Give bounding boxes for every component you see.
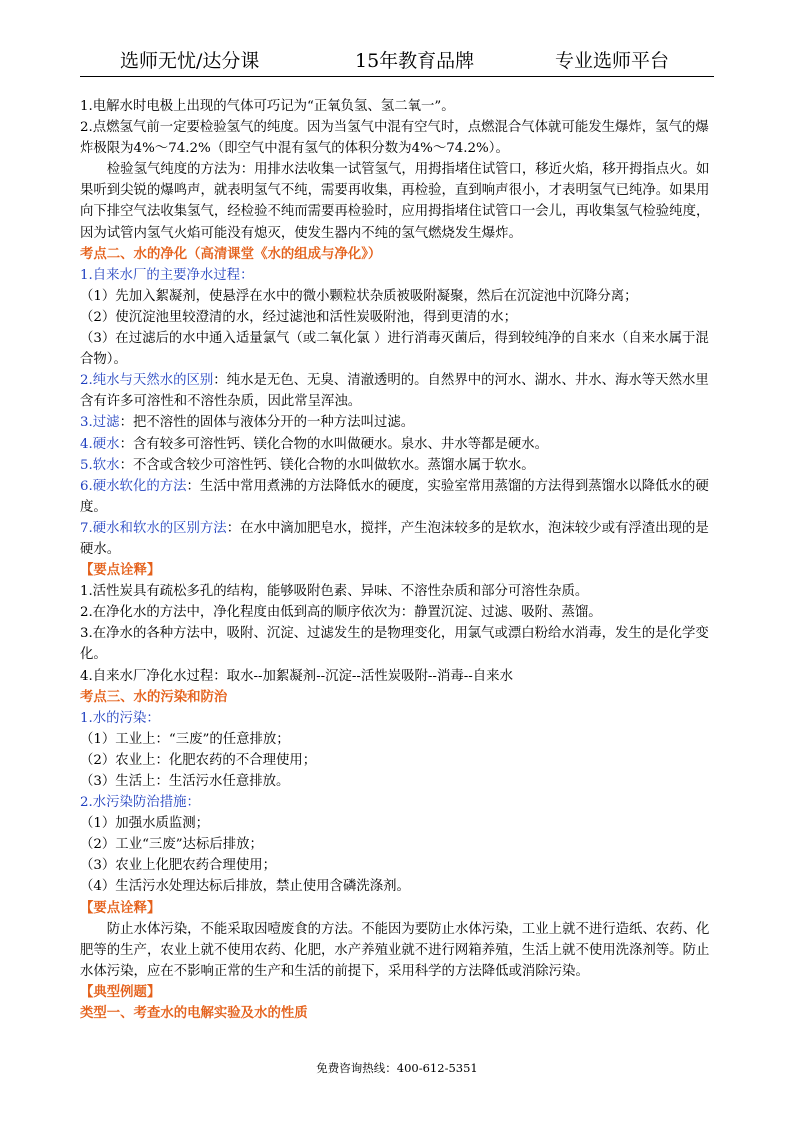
definition-filtration [80,412,720,433]
term-label: 6.硬水软化的方法 [80,478,187,494]
term-text: ：把不溶性的固体与液体分开的一种方法叫过滤。 [119,415,415,431]
term-label: 3.过滤 [80,415,120,431]
page-header [80,50,714,77]
document-body [80,96,720,1024]
paragraph-purity-method: 检验氢气纯度的方法为：用排水法收集一试管氢气，用拇指堵住试管口，移近火焰，移开拇指点火。如果听到尖锐的爆鸣声，就表明氢气不纯，需要再收集，再检验，直到响声很小，才表明氢气已纯净。如果用向下排空气法收集氢气，经检验不纯而需要再检验时，应用拇指堵住试管口一会儿，再收集氢气检验纯度，因为试管内氢气火焰可能没有熄灭，使发生器内不纯的氢气燃烧发生爆炸。 [80,162,710,241]
list-item: （4）生活污水处理达标后排放，禁止使用含磷洗涤剂。 [80,879,410,895]
list-item: （1）先加入絮凝剂，使悬浮在水中的微小颗粒状杂质被吸附凝聚，然后在沉淀池中沉降分离； [80,288,638,304]
list-item: （2）工业“三废”达标后排放； [80,837,263,853]
key-points-heading: 【要点诠释】 [80,899,161,916]
term-text: ：不含或含较少可溶性钙、镁化合物的水叫做软水。蒸馏水属于软水。 [119,457,535,473]
key-points-heading: 【要点诠释】 [80,562,161,579]
list-item: （1）加强水质监测； [80,816,210,832]
list-item: （3）农业上化肥农药合理使用； [80,858,276,874]
term-text: ：在水中滴加肥皂水，搅拌，产生泡沫较多的是软水，泡沫较少或有浮渣出现的是硬水。 [80,520,709,557]
list-item: 1.活性炭具有疏松多孔的结构，能够吸附色素、异味、不溶性杂质和部分可溶性杂质。 [80,584,589,600]
header-platform: 专业选师平台 [555,50,670,72]
term-text: ：纯水是无色、无臭、清澈透明的。自然界中的河水、湖水、井水、海水等天然水里含有许多可溶性和不溶性杂质，因此常呈浑浊。 [80,373,709,410]
example-type-heading: 类型一、考查水的电解实验及水的性质 [80,1005,308,1022]
list-item: （3）生活上：生活污水任意排放。 [80,774,290,789]
definition-hard-water [80,434,720,455]
definition-soft-water [80,455,720,476]
list-item: 4.自来水厂净化水过程：取水--加絮凝剂--沉淀--活性炭吸附--消毒--自来水 [80,668,513,684]
subheading-prevention: 2.水污染防治措施： [80,795,200,811]
definition-softening [80,476,720,518]
list-item: （2）农业上：化肥农药的不合理使用； [80,752,317,768]
definition-pure-water [80,370,720,412]
examples-heading: 【典型例题】 [80,983,161,1000]
page-footer-hotline: 免费咨询热线：400-612-5351 [316,1061,478,1075]
paragraph-hydrogen-purity: 2.点燃氢气前一定要检验氢气的纯度。因为当氢气中混有空气时，点燃混合气体就可能发生爆炸，氢气的爆炸极限为4%～74.2%（即空气中混有氢气的体积分数为4%～74.2%）。 [80,120,709,157]
list-item: （1）工业上：“三废”的任意排放； [80,731,290,747]
subheading-pollution: 1.水的污染： [80,710,160,726]
paragraph-pollution-note: 防止水体污染，不能采取因噎废食的方法。不能因为要防止水体污染，工业上就不进行造纸、农药、化肥等的生产，农业上就不使用农药、化肥，水产养殖业就不进行网箱养殖，生活上就不使用洗涤剂等。防止水体污染，应在不影响正常的生产和生活的前提下，采用科学的方法降低或消除污染。 [80,921,710,979]
list-item: 3.在净水的各种方法中，吸附、沉淀、过滤发生的是物理变化，用氯气或漂白粉给水消毒，发生的是化学变化。 [80,626,709,663]
list-item: 2.在净化水的方法中，净化程度由低到高的顺序依次为：静置沉淀、过滤、吸附、蒸馏。 [80,605,602,621]
term-label: 4.硬水 [80,436,120,452]
term-label: 5.软水 [80,457,120,473]
definition-distinguish [80,518,720,560]
term-label: 7.硬水和软水的区别方法 [80,520,227,536]
section-heading-purification: 考点二、水的净化（高清课堂《水的组成与净化》） [80,245,382,262]
section-heading-pollution: 考点三、水的污染和防治 [80,688,228,705]
list-item: （2）使沉淀池里较澄清的水，经过滤池和活性炭吸附池，得到更清的水； [80,309,518,325]
term-text: ：含有较多可溶性钙、镁化合物的水叫做硬水。泉水、井水等都是硬水。 [119,436,549,452]
list-item: （3）在过滤后的水中通入适量氯气（或二氧化氯 ）进行消毒灭菌后，得到较纯净的自来水（自来水属于混合物）。 [80,331,709,368]
term-text: ：生活中常用煮沸的方法降低水的硬度，实验室常用蒸馏的方法得到蒸馏水以降低水的硬度。 [80,478,709,515]
term-label: 2.纯水与天然水的区别 [80,373,214,389]
subheading-waterworks: 1.自来水厂的主要净水过程： [80,267,254,283]
header-slogan: 15年教育品牌 [355,50,475,72]
paragraph-electrolysis-tip: 1.电解水时电极上出现的气体可巧记为“正氧负氢、氢二氧一”。 [80,99,455,114]
header-brand: 选师无忧/达分课 [120,50,260,72]
